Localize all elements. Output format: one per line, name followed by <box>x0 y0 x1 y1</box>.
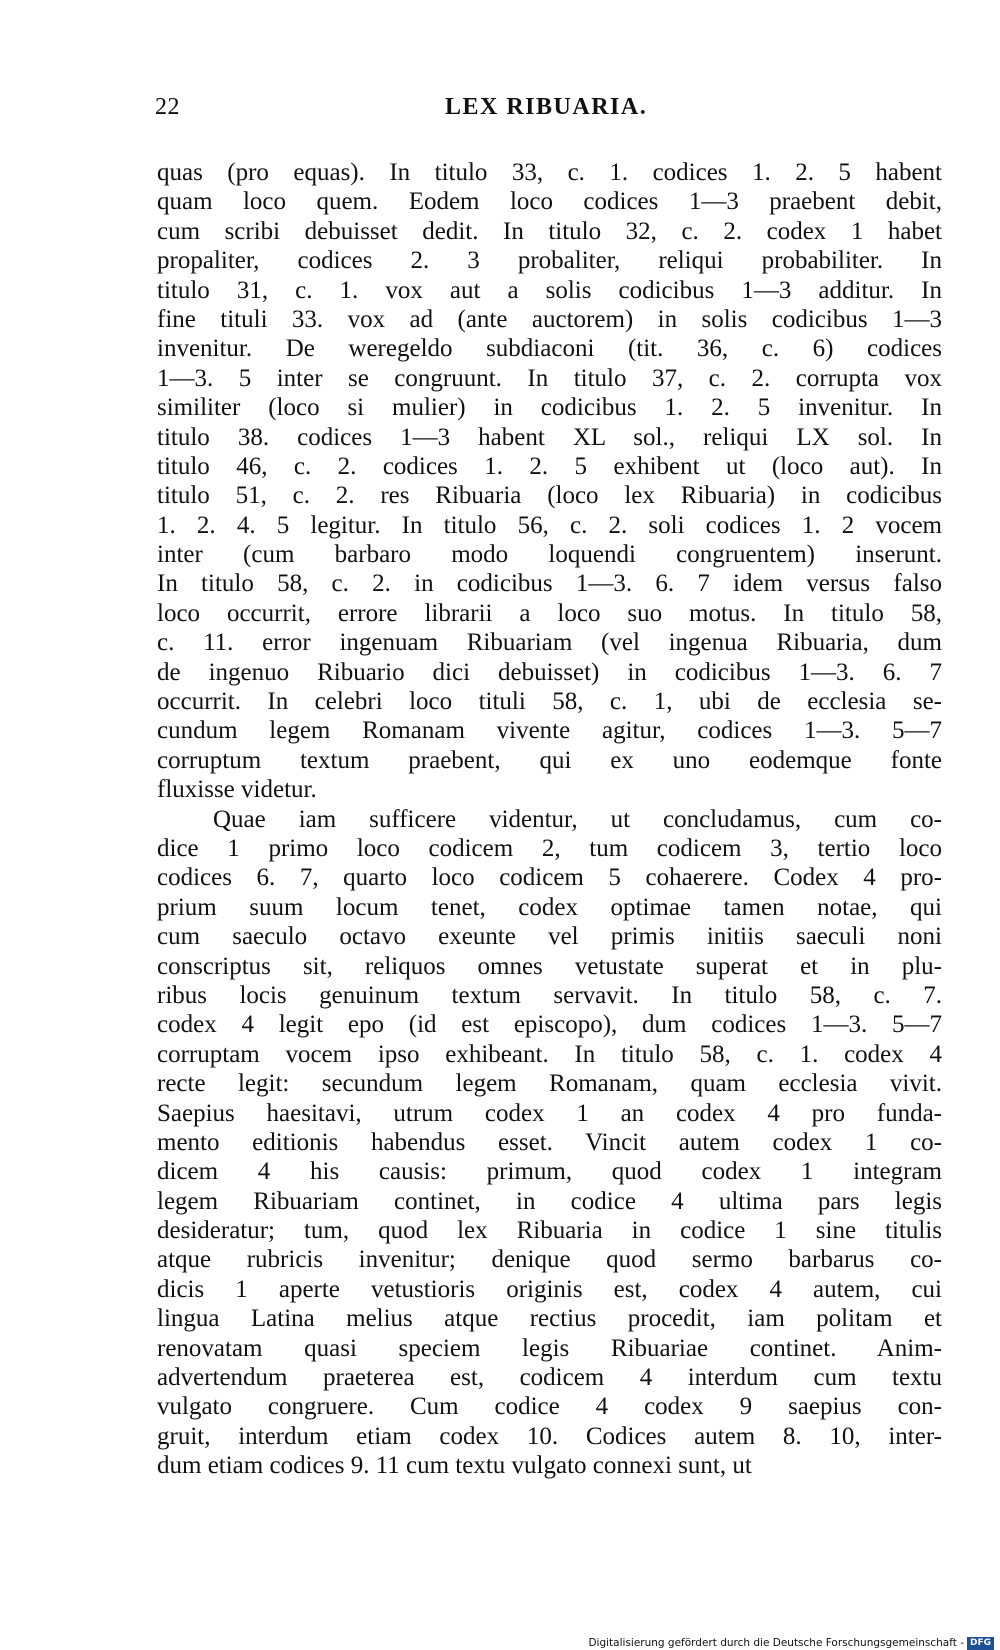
text-line: lingua Latina melius atque rectius procedit, iam politam et <box>157 1305 942 1333</box>
text-line: corruptam vocem ipso exhibeant. In titulo 58, c. 1. codex 4 <box>157 1040 942 1068</box>
text-line: quas (pro equas). In titulo 33, c. 1. codices 1. 2. 5 habent <box>157 159 942 186</box>
text-line: atque rubricis invenitur; denique quod sermo barbarus co- <box>157 1246 942 1274</box>
text-line: ribus locis genuinum textum servavit. In titulo 58, c. 7. <box>157 981 942 1009</box>
text-line: renovatam quasi speciem legis Ribuariae continet. Anim- <box>157 1334 942 1362</box>
text-line: mento editionis habendus esset. Vincit autem codex 1 co- <box>157 1128 942 1156</box>
footer-credit: Digitalisierung gefördert durch die Deutsche Forschungsgemeinschaft - <box>588 1637 964 1649</box>
text-line: desideratur; tum, quod lex Ribuaria in codice 1 sine titulis <box>157 1217 942 1245</box>
text-line: corruptum textum praebent, qui ex uno eodemque fonte <box>157 746 942 774</box>
text-line: fine tituli 33. vox ad (ante auctorem) in solis codicibus 1—3 <box>157 305 942 333</box>
text-line: dum etiam codices 9. 11 cum textu vulgato connexi sunt, ut <box>157 1452 752 1480</box>
text-line: cundum legem Romanam vivente agitur, codices 1—3. 5—7 <box>157 717 942 745</box>
running-title: LEX RIBUARIA. <box>445 94 648 120</box>
text-line: titulo 31, c. 1. vox aut a solis codicibus 1—3 additur. In <box>157 276 942 304</box>
text-line: legem Ribuariam continet, in codice 4 ultima pars legis <box>157 1187 942 1215</box>
text-line: recte legit: secundum legem Romanam, quam ecclesia vivit. <box>157 1070 942 1098</box>
text-line: Saepius haesitavi, utrum codex 1 an codex 4 pro funda- <box>157 1099 942 1127</box>
text-line: codex 4 legit epo (id est episcopo), dum codices 1—3. 5—7 <box>157 1011 942 1039</box>
text-line: dicem 4 his causis: primum, quod codex 1 integram <box>157 1158 942 1186</box>
text-line: dicis 1 aperte vetustioris originis est, codex 4 autem, cui <box>157 1275 942 1303</box>
text-line: invenitur. De weregeldo subdiaconi (tit. 36, c. 6) codices <box>157 335 942 363</box>
text-line: vulgato congruere. Cum codice 4 codex 9 saepius con- <box>157 1393 942 1421</box>
text-line: loco occurrit, errore librarii a loco suo motus. In titulo 58, <box>157 599 942 627</box>
digitization-footer <box>588 1636 994 1650</box>
text-line: titulo 46, c. 2. codices 1. 2. 5 exhibent ut (loco aut). In <box>157 452 942 480</box>
text-line: quam loco quem. Eodem loco codices 1—3 praebent debit, <box>157 188 942 216</box>
text-line: propaliter, codices 2. 3 probaliter, reliqui probabiliter. In <box>157 247 942 275</box>
text-line: cum saeculo octavo exeunte vel primis initiis saeculi noni <box>157 923 942 951</box>
text-line: Quae iam sufficere videntur, ut concludamus, cum co- <box>213 805 942 833</box>
text-line: c. 11. error ingenuam Ribuariam (vel ingenua Ribuaria, dum <box>157 629 942 657</box>
text-line: prium suum locum tenet, codex optimae tamen notae, qui <box>157 893 942 921</box>
page-header <box>155 94 942 126</box>
text-line: advertendum praeterea est, codicem 4 interdum cum textu <box>157 1364 942 1392</box>
text-body <box>157 158 942 1481</box>
text-line: de ingenuo Ribuario dici debuisset) in codicibus 1—3. 6. 7 <box>157 658 942 686</box>
text-line: In titulo 58, c. 2. in codicibus 1—3. 6. 7 idem versus falso <box>157 570 942 598</box>
text-line: gruit, interdum etiam codex 10. Codices autem 8. 10, inter- <box>157 1422 942 1450</box>
text-line: inter (cum barbaro modo loquendi congruentem) inserunt. <box>157 541 942 569</box>
text-line: titulo 38. codices 1—3 habent XL sol., reliqui LX sol. In <box>157 423 942 451</box>
text-line: codices 6. 7, quarto loco codicem 5 cohaerere. Codex 4 pro- <box>157 864 942 892</box>
text-line: cum scribi debuisset dedit. In titulo 32, c. 2. codex 1 habet <box>157 217 942 245</box>
text-line: occurrit. In celebri loco tituli 58, c. 1, ubi de ecclesia se- <box>157 688 942 716</box>
dfg-logo: DFG <box>967 1637 994 1650</box>
text-line: conscriptus sit, reliquos omnes vetustate superat et in plu- <box>157 952 942 980</box>
text-line: 1. 2. 4. 5 legitur. In titulo 56, c. 2. soli codices 1. 2 vocem <box>157 511 942 539</box>
text-line: fluxisse videtur. <box>157 776 317 804</box>
text-line: 1—3. 5 inter se congruunt. In titulo 37, c. 2. corrupta vox <box>157 364 942 392</box>
page-number: 22 <box>155 94 180 120</box>
text-line: similiter (loco si mulier) in codicibus 1. 2. 5 invenitur. In <box>157 394 942 422</box>
text-line: dice 1 primo loco codicem 2, tum codicem 3, tertio loco <box>157 834 942 862</box>
text-line: titulo 51, c. 2. res Ribuaria (loco lex Ribuaria) in codicibus <box>157 482 942 510</box>
